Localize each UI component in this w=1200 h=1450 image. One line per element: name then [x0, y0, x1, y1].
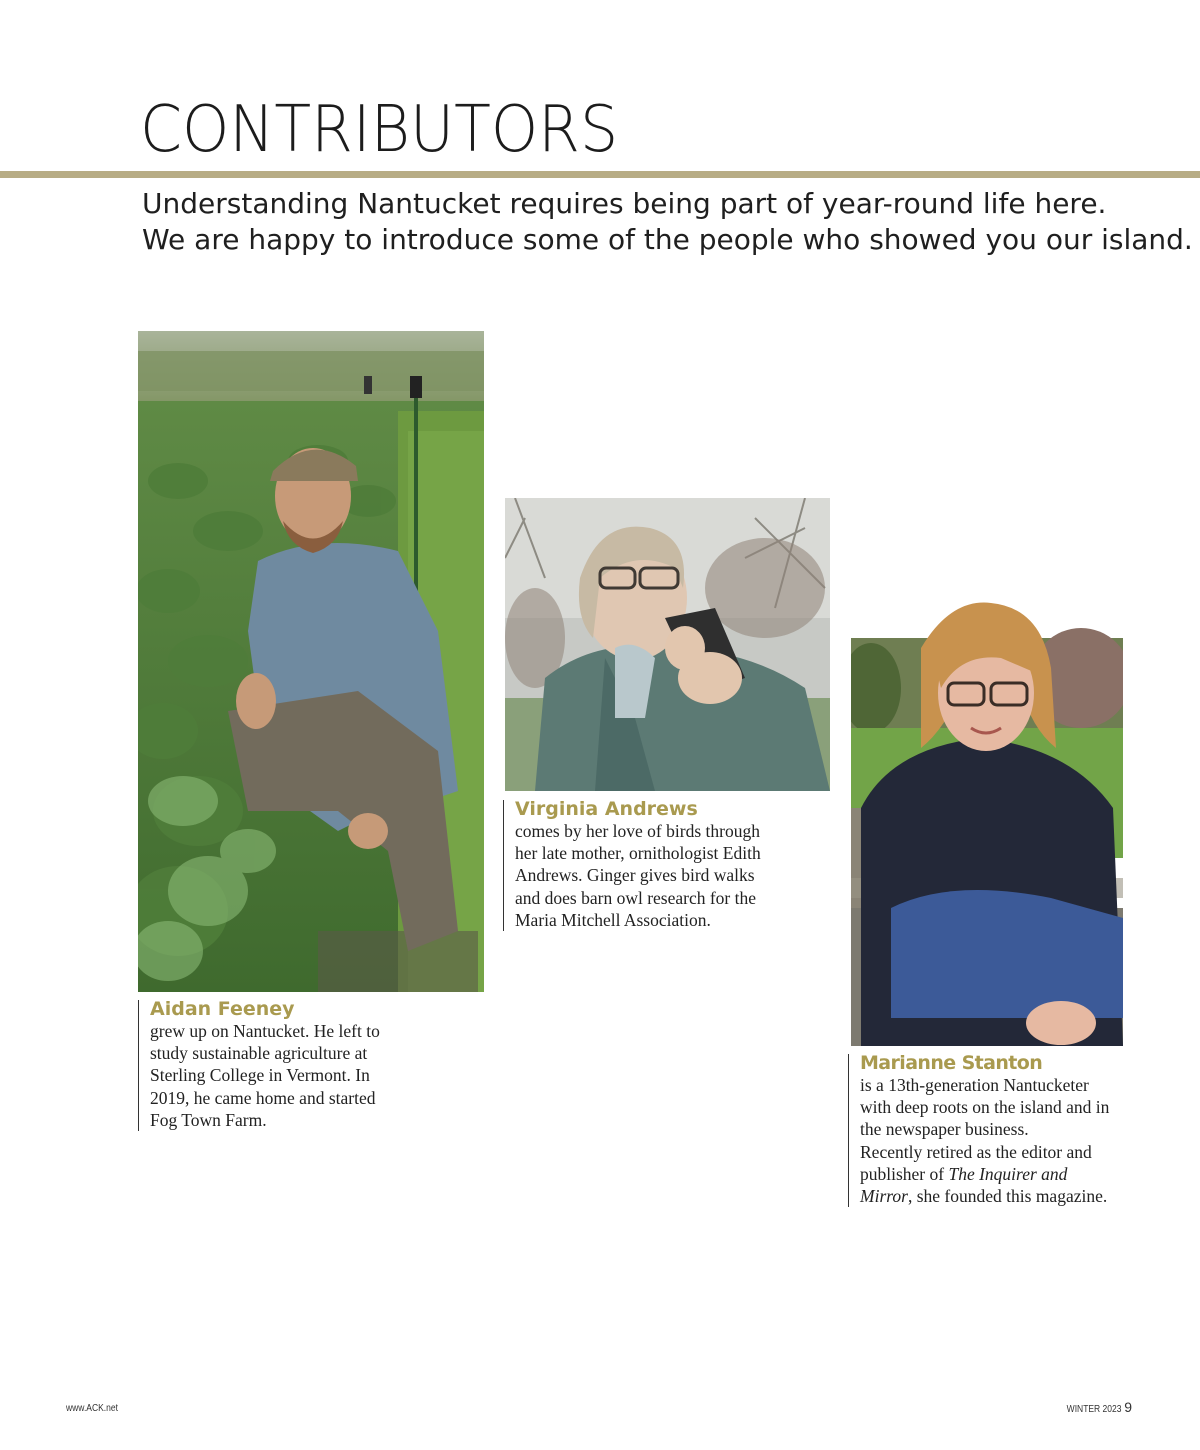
contributor-bio — [150, 1020, 380, 1131]
photo-aidan-feeney — [138, 331, 484, 992]
publication-title: The Inquirer and — [948, 1163, 1068, 1184]
issue-label: WINTER 2023 — [1066, 1404, 1122, 1415]
photo-virginia-andrews — [505, 498, 830, 791]
bio-line: and does barn owl research for the — [515, 887, 757, 908]
bio-line: the newspaper business. — [860, 1119, 1029, 1140]
contributor-bio — [515, 820, 761, 931]
bio-line — [860, 1163, 1109, 1185]
contributor-name: Aidan Feeney — [150, 998, 295, 1020]
contributor-bio — [860, 1074, 1109, 1207]
bio-aidan-feeney — [138, 1000, 380, 1131]
footer-website: www.ACK.net — [66, 1403, 118, 1414]
bio-text-segment: publisher of — [860, 1163, 949, 1184]
photo-marianne-stanton — [851, 578, 1123, 1046]
bio-line: Maria Mitchell Association. — [515, 909, 711, 930]
title-rule — [0, 171, 1200, 178]
bio-line: her late mother, ornithologist Edith — [515, 843, 761, 864]
contributor-name: Virginia Andrews — [515, 798, 698, 820]
bio-line: Recently retired as the editor and — [860, 1141, 1092, 1162]
intro-text — [142, 186, 1193, 258]
publication-title: Mirror — [860, 1186, 908, 1207]
bio-line: study sustainable agriculture at — [150, 1043, 368, 1064]
bio-line — [860, 1185, 1109, 1207]
footer-issue — [1057, 1399, 1132, 1417]
bio-line: is a 13th-generation Nantucketer — [860, 1075, 1089, 1095]
intro-line-1: Understanding Nantucket requires being part of year-round life here. — [142, 187, 1107, 220]
page-number: 9 — [1124, 1399, 1132, 1415]
bio-marianne-stanton — [848, 1054, 1109, 1207]
bio-line: with deep roots on the island and in — [860, 1097, 1110, 1118]
bio-line: Sterling College in Vermont. In — [150, 1065, 370, 1086]
bio-line: Andrews. Ginger gives bird walks — [515, 865, 755, 886]
bio-text-segment: , she founded this magazine. — [907, 1186, 1108, 1207]
page-title: CONTRIBUTORS — [140, 93, 619, 167]
intro-line-2: We are happy to introduce some of the people who showed you our island. — [142, 223, 1193, 256]
bio-virginia-andrews — [503, 800, 761, 931]
bio-line: grew up on Nantucket. He left to — [150, 1021, 380, 1041]
contributor-name: Marianne Stanton — [860, 1052, 1043, 1074]
bio-line: comes by her love of birds through — [515, 821, 760, 841]
bio-line: Fog Town Farm. — [150, 1109, 267, 1130]
bio-line: 2019, he came home and started — [150, 1087, 376, 1108]
